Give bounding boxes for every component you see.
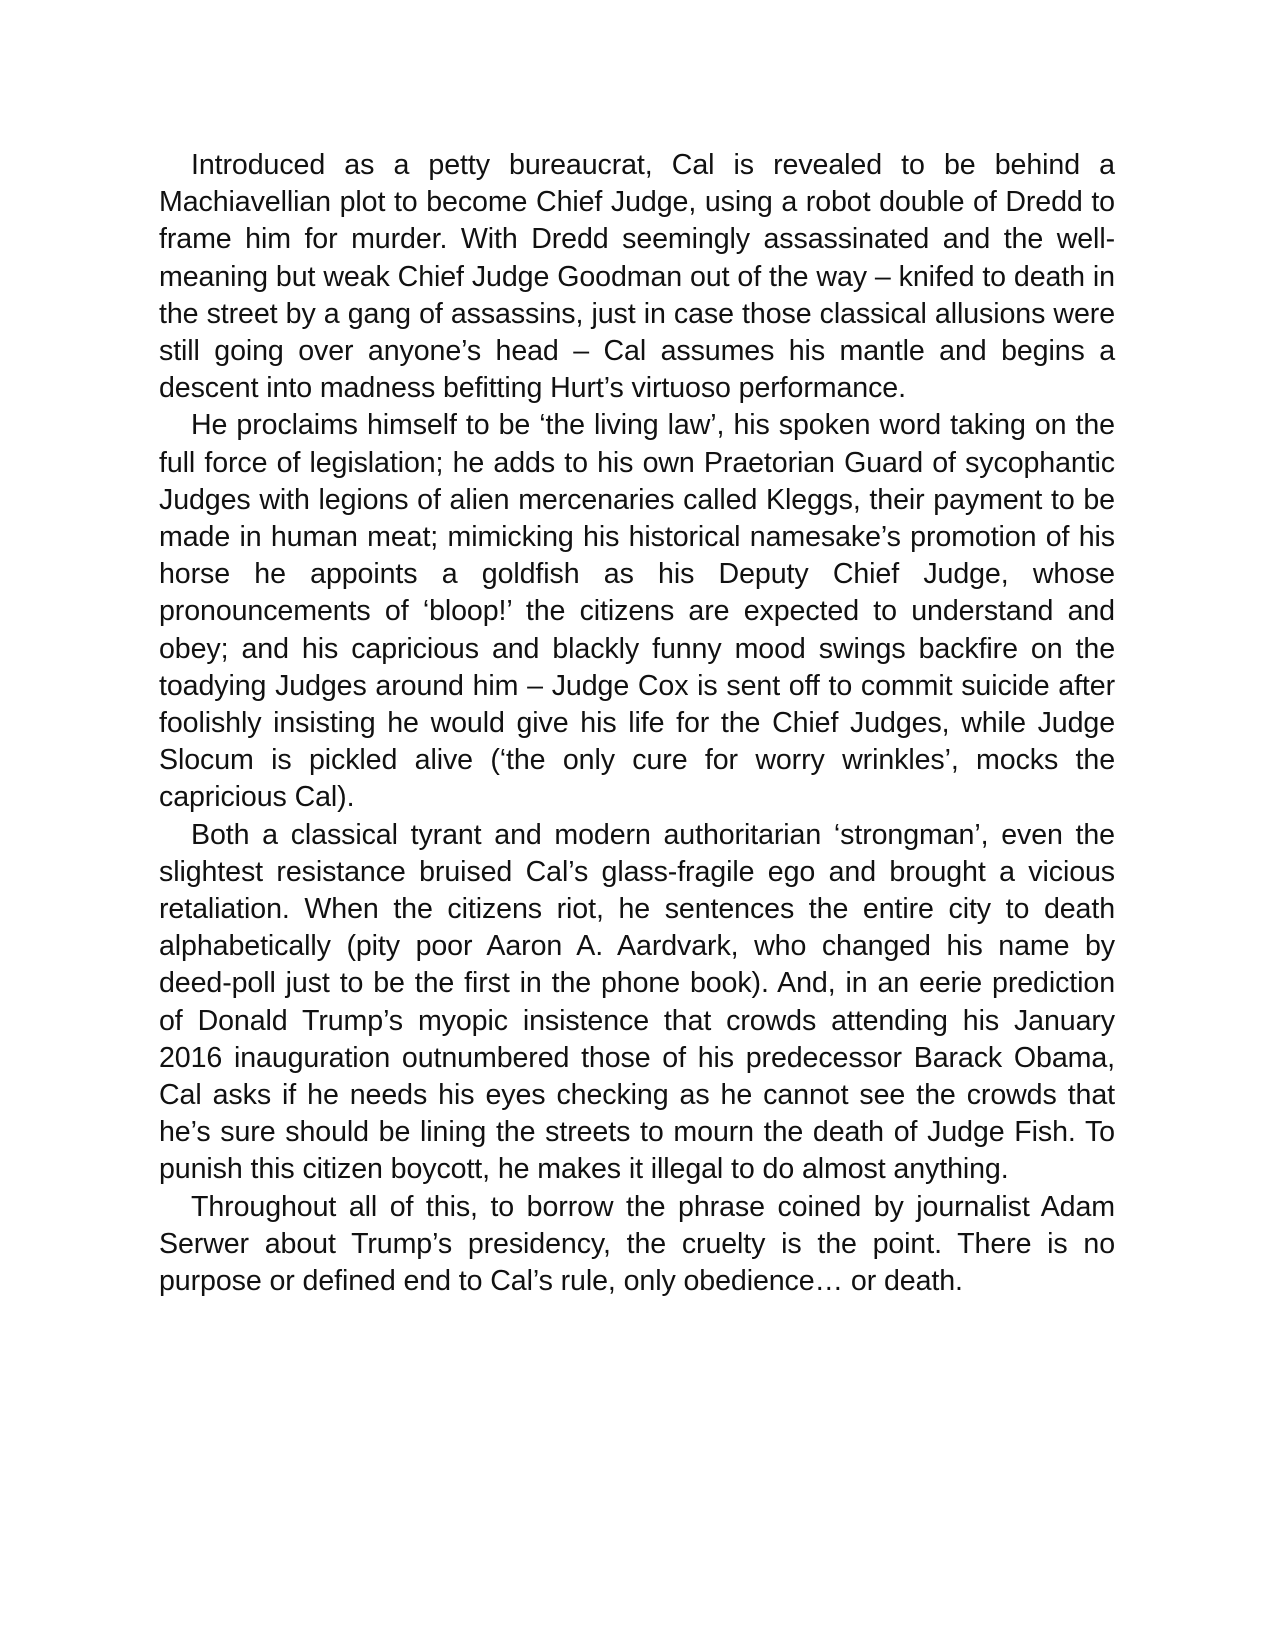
body-text <box>159 147 1115 1300</box>
paragraph-3: Both a classical tyrant and modern authoritarian ‘strongman’, even the slightest resistance bruised Cal’s glass-fragile ego and brought a vicious retaliation. When the citizens riot, he sentences the entire city to death alphabetically (pity poor Aaron A. Aardvark, who changed his name by deed-poll just to be the first in the phone book). And, in an eerie prediction of Donald Trump’s myopic insistence that crowds attending his January 2016 inauguration outnumbered those of his predecessor Barack Obama, Cal asks if he needs his eyes checking as he cannot see the crowds that he’s sure should be lining the streets to mourn the death of Judge Fish. To punish this citizen boycott, he makes it illegal to do almost anything. <box>159 818 1115 1186</box>
paragraph-2: He proclaims himself to be ‘the living law’, his spoken word taking on the full force of legislation; he adds to his own Praetorian Guard of sycophantic Judges with legions of alien mercenaries called Kleggs, their payment to be made in human meat; mimicking his historical namesake’s promotion of his horse he appoints a goldfish as his Deputy Chief Judge, whose pronouncements of ‘bloop!’ the citizens are expected to understand and obey; and his capricious and blackly funny mood swings backfire on the toadying Judges around him – Judge Cox is sent off to commit suicide after foolishly insisting he would give his life for the Chief Judges, while Judge Slocum is pickled alive (‘the only cure for worry wrinkles’, mocks the capricious Cal). <box>159 409 1115 814</box>
paragraph-4: Throughout all of this, to borrow the phrase coined by journalist Adam Serwer about Trump’s presidency, the cruelty is the point. There is no purpose or defined end to Cal’s rule, only obedience… or death. <box>159 1190 1115 1298</box>
paragraph-1: Introduced as a petty bureaucrat, Cal is revealed to be behind a Machiavellian plot to become Chief Judge, using a robot double of Dredd to frame him for murder. With Dredd seemingly assassinated and the well-meaning but weak Chief Judge Goodman out of the way – knifed to death in the street by a gang of assassins, just in case those classical allusions were still going over anyone’s head – Cal assumes his mantle and begins a descent into madness befitting Hurt’s virtuoso performance. <box>159 149 1115 405</box>
